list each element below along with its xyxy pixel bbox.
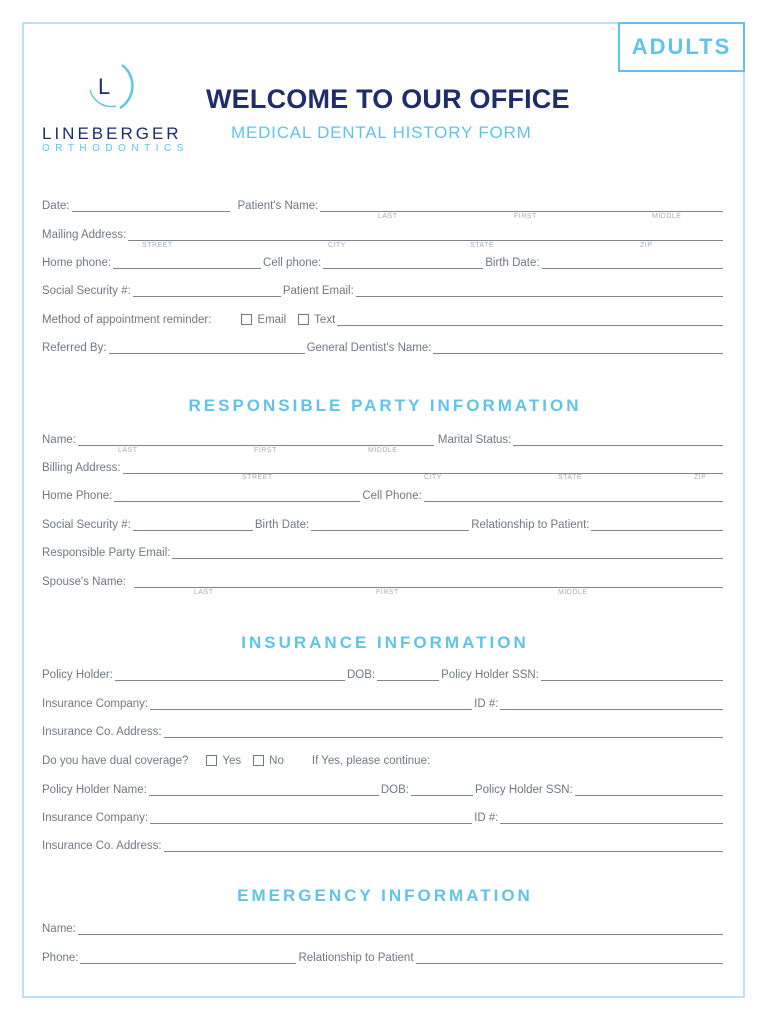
- addr-sub-state: STATE: [470, 242, 495, 249]
- ssn-label: Social Security #:: [42, 285, 131, 297]
- holder-ssn2-field[interactable]: [575, 784, 723, 796]
- marital-label: Marital Status:: [437, 434, 512, 446]
- spouse-label: Spouse's Name:: [42, 576, 127, 588]
- row-ins-company: [42, 694, 725, 710]
- billing-field[interactable]: [123, 462, 723, 474]
- row-ins-company-2: [42, 808, 725, 824]
- id2-label: ID #:: [474, 812, 499, 824]
- rp-cell-phone-field[interactable]: [424, 490, 723, 502]
- holder-label: Policy Holder:: [42, 669, 113, 681]
- row-policy-holder-2: [42, 780, 725, 796]
- rp-sub-last: LAST: [118, 447, 138, 454]
- row-ins-address-2: [42, 836, 725, 852]
- patient-name-field[interactable]: [320, 200, 723, 212]
- ins-address2-field[interactable]: [164, 840, 723, 852]
- reminder-field[interactable]: [337, 314, 723, 326]
- name-sub-last: LAST: [378, 213, 398, 220]
- ssn-field[interactable]: [133, 285, 281, 297]
- cell-phone-label: Cell phone:: [263, 257, 322, 269]
- relationship-label: Relationship to Patient:: [471, 519, 590, 531]
- addr-sub-city: CITY: [328, 242, 346, 249]
- holder-name-label: Policy Holder Name:: [42, 784, 147, 796]
- holder-ssn2-label: Policy Holder SSN:: [474, 784, 573, 796]
- rp-birth-date-field[interactable]: [311, 519, 469, 531]
- row-date-name: [42, 196, 725, 212]
- row-reminder: [42, 310, 725, 326]
- emergency-heading: EMERGENCY INFORMATION: [237, 886, 533, 905]
- row-billing: [42, 458, 725, 474]
- row-ssn-email: [42, 281, 725, 297]
- rp-sub-middle: MIDDLE: [368, 447, 398, 454]
- row-rp-email: [42, 543, 725, 559]
- brand-name: LINEBERGER: [42, 124, 182, 143]
- rp-cell-phone-label: Cell Phone:: [362, 490, 422, 502]
- addr-sub-zip: ZIP: [640, 242, 653, 249]
- holder-name-field[interactable]: [149, 784, 379, 796]
- em-relationship-label: Relationship to Patient: [298, 952, 414, 964]
- row-em-name: [42, 919, 725, 935]
- row-ins-address: [42, 722, 725, 738]
- ins-address-label: Insurance Co. Address:: [42, 726, 162, 738]
- ins-address-field[interactable]: [164, 726, 723, 738]
- brand-subtitle: ORTHODONTICS: [42, 143, 189, 154]
- row-dual: [42, 751, 725, 767]
- email-checkbox[interactable]: [241, 314, 252, 325]
- holder-ssn-label: Policy Holder SSN:: [441, 669, 539, 681]
- addr-sub-street: STREET: [142, 242, 173, 249]
- company2-field[interactable]: [150, 812, 472, 824]
- rp-birth-date-label: Birth Date:: [254, 519, 310, 531]
- yes-label: Yes: [222, 755, 242, 767]
- spouse-sub-last: LAST: [194, 589, 214, 596]
- em-name-field[interactable]: [78, 923, 723, 935]
- rp-email-field[interactable]: [172, 547, 723, 559]
- id-field[interactable]: [500, 698, 723, 710]
- rp-home-phone-field[interactable]: [114, 490, 360, 502]
- row-rp-name: [42, 430, 725, 446]
- birth-date-field[interactable]: [542, 257, 723, 269]
- logo-icon: [76, 56, 136, 116]
- dual-label: Do you have dual coverage?: [42, 755, 189, 767]
- bill-sub-zip: ZIP: [694, 474, 707, 481]
- spouse-sub-first: FIRST: [376, 589, 399, 596]
- relationship-field[interactable]: [591, 519, 723, 531]
- marital-field[interactable]: [513, 434, 723, 446]
- rp-ssn-label: Social Security #:: [42, 519, 131, 531]
- continue-label: If Yes, please continue:: [311, 755, 431, 767]
- row-em-phone: [42, 948, 725, 964]
- cell-phone-field[interactable]: [323, 257, 483, 269]
- referred-field[interactable]: [109, 342, 305, 354]
- dob-label: DOB:: [346, 669, 376, 681]
- rp-home-phone-label: Home Phone:: [42, 490, 113, 502]
- dob2-label: DOB:: [380, 784, 409, 796]
- billing-label: Billing Address:: [42, 462, 121, 474]
- spouse-field[interactable]: [134, 576, 723, 588]
- responsible-heading: RESPONSIBLE PARTY INFORMATION: [188, 396, 582, 415]
- company2-label: Insurance Company:: [42, 812, 149, 824]
- row-spouse: [42, 572, 725, 588]
- rp-email-label: Responsible Party Email:: [42, 547, 171, 559]
- row-policy-holder: [42, 665, 725, 681]
- text-option-label: Text: [314, 314, 336, 326]
- email-option-label: Email: [257, 314, 287, 326]
- no-checkbox[interactable]: [253, 755, 264, 766]
- reminder-label: Method of appointment reminder:: [42, 314, 212, 326]
- spouse-sub-middle: MIDDLE: [558, 589, 588, 596]
- email-label: Patient Email:: [282, 285, 354, 297]
- name-sub-first: FIRST: [514, 213, 537, 220]
- dentist-field[interactable]: [433, 342, 723, 354]
- rp-name-label: Name:: [42, 434, 76, 446]
- row-rp-phones: [42, 486, 725, 502]
- row-mailing: [42, 225, 725, 241]
- name-sub-middle: MIDDLE: [652, 213, 682, 220]
- rp-ssn-field[interactable]: [133, 519, 253, 531]
- page-title: WELCOME TO OUR OFFICE: [206, 84, 570, 114]
- home-phone-label: Home phone:: [42, 257, 112, 269]
- row-rp-ssn: [42, 515, 725, 531]
- adults-badge: ADULTS: [618, 22, 745, 72]
- email-field[interactable]: [356, 285, 723, 297]
- page-subtitle: MEDICAL DENTAL HISTORY FORM: [231, 123, 532, 142]
- home-phone-field[interactable]: [113, 257, 261, 269]
- ins-address2-label: Insurance Co. Address:: [42, 840, 162, 852]
- row-phones: [42, 253, 725, 269]
- referred-label: Referred By:: [42, 342, 107, 354]
- id2-field[interactable]: [500, 812, 723, 824]
- holder-field[interactable]: [115, 669, 345, 681]
- bill-sub-state: STATE: [558, 474, 583, 481]
- rp-sub-first: FIRST: [254, 447, 277, 454]
- text-checkbox[interactable]: [298, 314, 309, 325]
- dob-field[interactable]: [377, 669, 439, 681]
- em-relationship-field[interactable]: [416, 952, 723, 964]
- row-referred: [42, 338, 725, 354]
- em-phone-field[interactable]: [80, 952, 296, 964]
- rp-name-field[interactable]: [78, 434, 434, 446]
- patient-name-label: Patient's Name:: [237, 200, 319, 212]
- dob2-field[interactable]: [411, 784, 473, 796]
- bill-sub-city: CITY: [424, 474, 442, 481]
- insurance-heading: INSURANCE INFORMATION: [241, 633, 529, 652]
- date-label: Date:: [42, 200, 70, 212]
- em-name-label: Name:: [42, 923, 76, 935]
- id-label: ID #:: [474, 698, 499, 710]
- mailing-label: Mailing Address:: [42, 229, 127, 241]
- yes-checkbox[interactable]: [206, 755, 217, 766]
- em-phone-label: Phone:: [42, 952, 79, 964]
- company-field[interactable]: [150, 698, 472, 710]
- birth-date-label: Birth Date:: [485, 257, 540, 269]
- dentist-label: General Dentist's Name:: [306, 342, 432, 354]
- bill-sub-street: STREET: [242, 474, 273, 481]
- logo-letter: L: [98, 74, 111, 99]
- date-field[interactable]: [72, 200, 230, 212]
- no-label: No: [269, 755, 284, 767]
- company-label: Insurance Company:: [42, 698, 149, 710]
- mailing-field[interactable]: [128, 229, 723, 241]
- holder-ssn-field[interactable]: [541, 669, 723, 681]
